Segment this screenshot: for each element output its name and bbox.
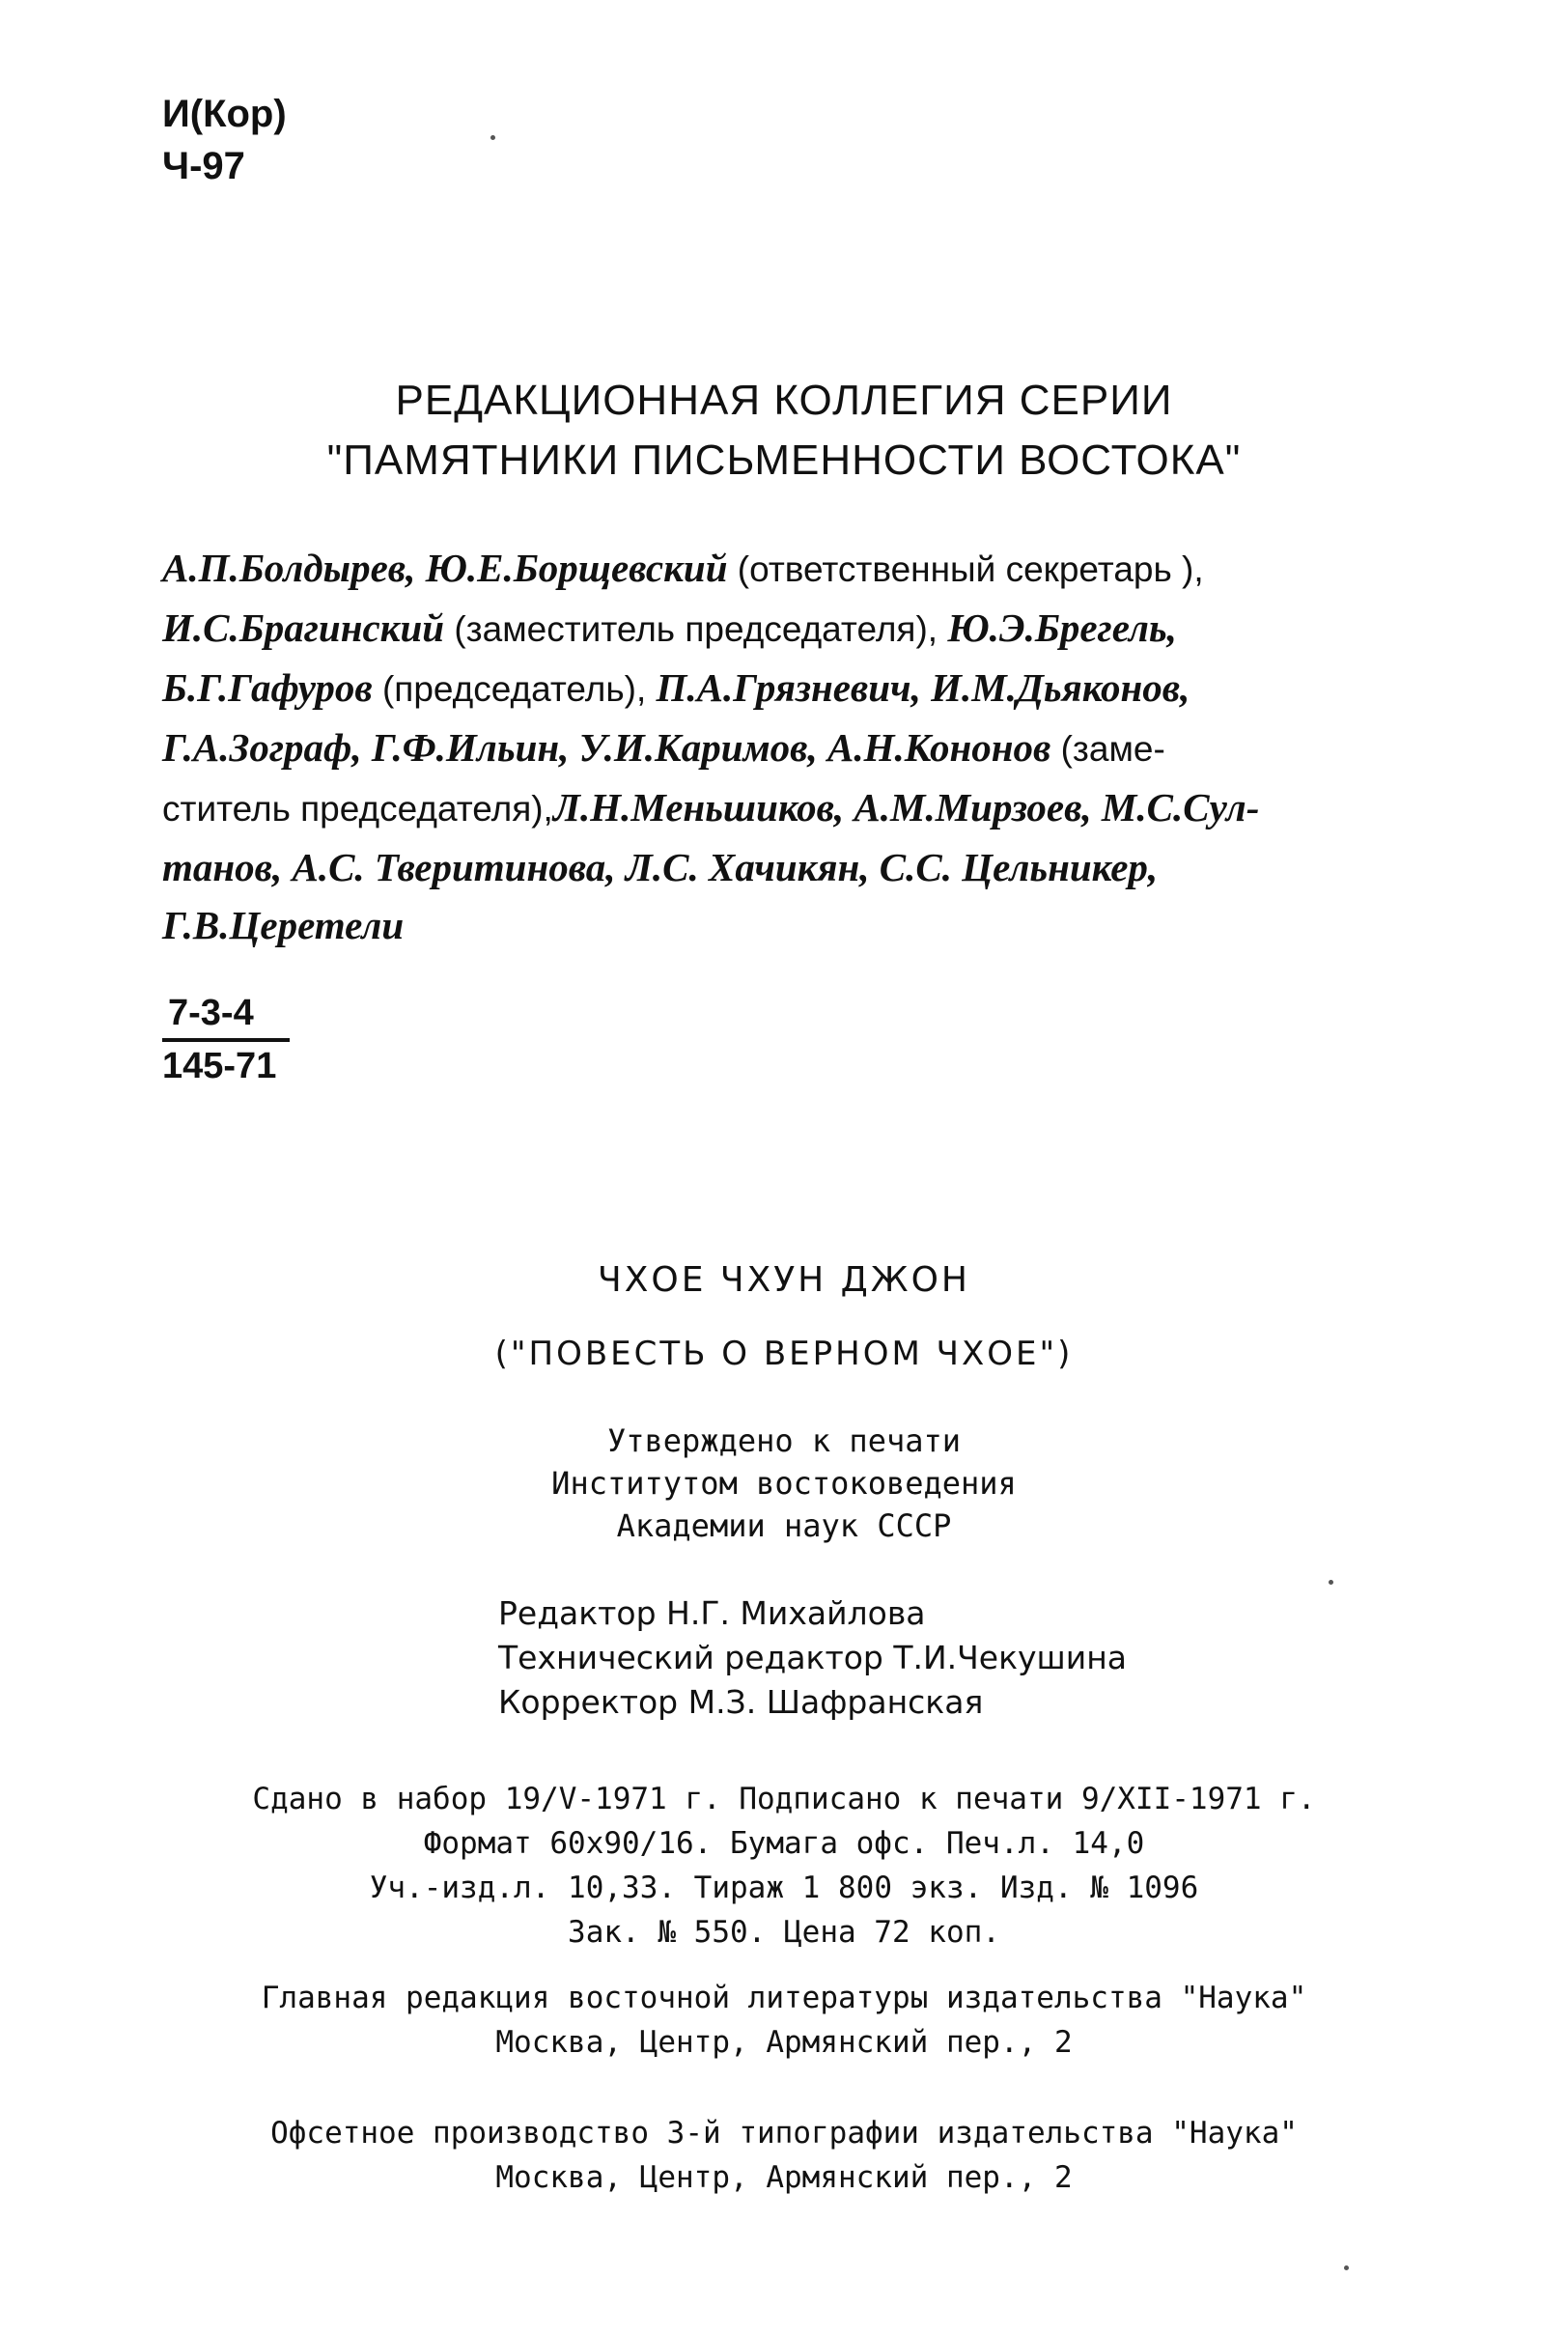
- author-mark: Ч-97: [162, 145, 245, 187]
- fraction-bar: [162, 1038, 290, 1042]
- member-role: ститель председателя),: [162, 789, 553, 829]
- approval-line: Институтом востоковедения: [551, 1465, 1017, 1502]
- editorial-staff: [498, 1591, 1127, 1725]
- book-subtitle: ("ПОВЕСТЬ О ВЕРНОМ ЧХОЕ"): [494, 1335, 1074, 1373]
- print-detail-line: Зак. № 550. Цена 72 коп.: [568, 1915, 1000, 1950]
- board-heading-line-1: РЕДАКЦИОННАЯ КОЛЛЕГИЯ СЕРИИ: [395, 377, 1173, 424]
- book-title: ЧХОЕ ЧХУН ДЖОН: [598, 1260, 970, 1300]
- printer-address: Москва, Центр, Армянский пер., 2: [495, 2160, 1073, 2195]
- member-role: (заместитель председателя),: [454, 609, 948, 649]
- publisher-block: [0, 1976, 1568, 2065]
- member-names: Б.Г.Гафуров: [162, 665, 382, 710]
- member-names: И.С.Брагинский: [162, 605, 455, 650]
- printer-name: Офсетное производство 3-й типографии издательства "Наука": [270, 2116, 1298, 2151]
- member-names: П.А.Грязневич, И.М.Дьяконов,: [656, 665, 1190, 710]
- print-detail-line: Сдано в набор 19/V-1971 г. Подписано к печати 9/XII-1971 г.: [252, 1782, 1316, 1816]
- member-names: Г.В.Церетели: [162, 903, 405, 947]
- proofreader: Корректор М.З. Шафранская: [498, 1683, 984, 1721]
- board-member-line: [162, 659, 1259, 718]
- board-members: [162, 539, 1259, 954]
- classification-code: [162, 993, 290, 1087]
- member-role: (заме-: [1060, 729, 1165, 769]
- board-member-line: [162, 896, 1259, 954]
- member-role: (председатель),: [381, 669, 657, 709]
- board-member-line: [162, 539, 1259, 599]
- publisher-name: Главная редакция восточной литературы издательства "Наука": [261, 1981, 1307, 2015]
- print-detail-line: Формат 60x90/16. Бумага офс. Печ.л. 14,0: [423, 1826, 1145, 1861]
- print-speck: [1344, 2265, 1349, 2270]
- approval-line: Утверждено к печати: [606, 1422, 962, 1459]
- print-details: [0, 1777, 1568, 1955]
- board-member-line: [162, 599, 1259, 659]
- printer-block: [0, 2111, 1568, 2200]
- classification-numerator: 7-3-4: [168, 993, 254, 1033]
- print-detail-line: Уч.-изд.л. 10,33. Тираж 1 800 экз. Изд. № 1096: [369, 1871, 1199, 1905]
- member-names: Ю.Э.Брегель,: [947, 605, 1177, 650]
- approval-block: [0, 1420, 1568, 1547]
- member-names: А.П.Болдырев, Ю.Е.Борщевский: [162, 546, 738, 590]
- editor: Редактор Н.Г. Михайлова: [498, 1594, 926, 1632]
- member-names: Л.Н.Меньшиков, А.М.Мирзоев, М.С.Сул-: [552, 785, 1260, 830]
- library-code: И(Кор): [162, 93, 287, 135]
- board-member-line: [162, 778, 1259, 838]
- member-role: (ответственный секретарь ),: [737, 549, 1204, 589]
- approval-line: Академии наук СССР: [616, 1507, 952, 1544]
- classification-denominator: 145-71: [162, 1046, 277, 1086]
- member-names: танов, А.С. Тверитинова, Л.С. Хачикян, С.С. Цельникер,: [162, 845, 1159, 889]
- member-names: Г.А.Зограф, Г.Ф.Ильин, У.И.Каримов, А.Н.Кононов: [162, 725, 1061, 770]
- board-member-line: [162, 838, 1259, 896]
- print-speck: [490, 135, 495, 140]
- board-member-line: [162, 718, 1259, 778]
- board-heading-line-2: "ПАМЯТНИКИ ПИСЬМЕННОСТИ ВОСТОКА": [326, 436, 1242, 484]
- technical-editor: Технический редактор Т.И.Чекушина: [498, 1639, 1127, 1676]
- publisher-address: Москва, Центр, Армянский пер., 2: [495, 2025, 1073, 2060]
- print-speck: [1329, 1580, 1333, 1585]
